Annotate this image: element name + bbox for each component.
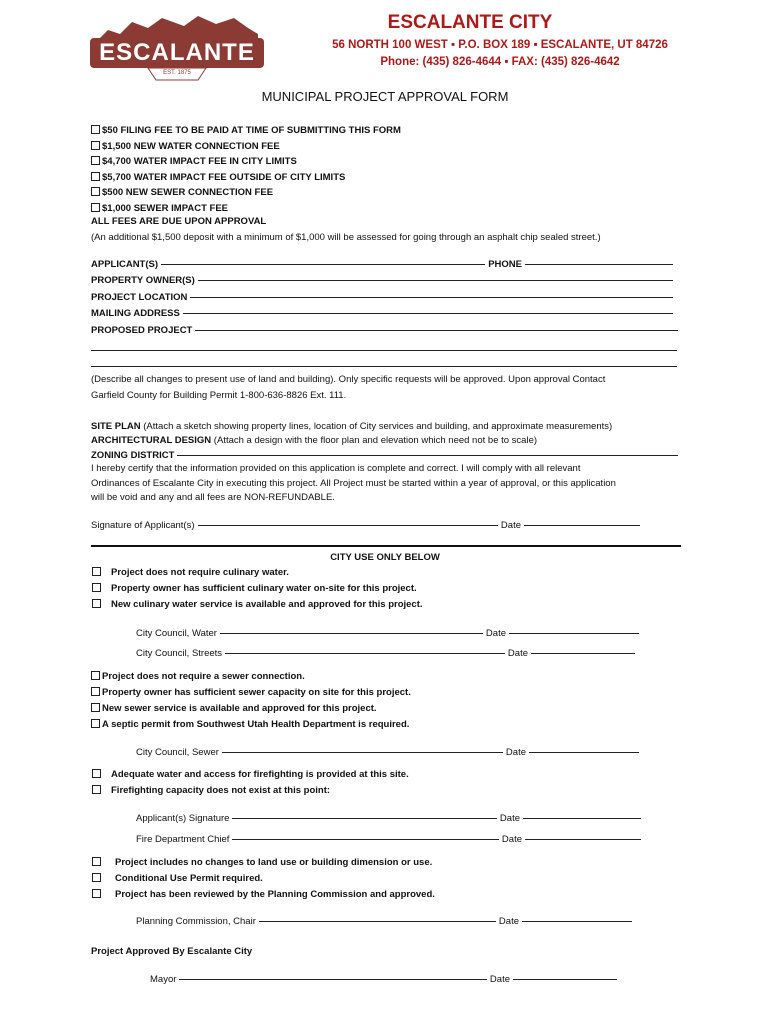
planning-chair-label: Planning Commission, Chair xyxy=(136,916,256,927)
city-use-divider xyxy=(91,545,681,547)
water-check-label: Property owner has sufficient culinary water on-site for this project. xyxy=(111,583,417,594)
planning-check-label: Project includes no changes to land use or building dimension or use. xyxy=(115,857,433,868)
checkbox[interactable] xyxy=(91,125,100,134)
checkbox[interactable] xyxy=(91,719,100,728)
checkbox[interactable] xyxy=(92,889,101,898)
checkbox[interactable] xyxy=(91,203,100,212)
applicant-sig-field[interactable] xyxy=(232,818,496,819)
fee-label: $1,500 NEW WATER CONNECTION FEE xyxy=(102,140,280,152)
city-name: ESCALANTE CITY xyxy=(387,12,553,33)
fee-label: $4,700 WATER IMPACT FEE IN CITY LIMITS xyxy=(102,156,297,167)
mayor-sign[interactable] xyxy=(179,979,487,980)
planning-check-item xyxy=(92,889,435,905)
fee-item xyxy=(91,187,401,203)
certify-3: will be void and any and all fees are NON-REFUNDABLE. xyxy=(91,492,335,503)
arch-label: ARCHITECTURAL DESIGN xyxy=(91,435,212,446)
mailing-field[interactable] xyxy=(183,313,673,314)
fire-check-item xyxy=(92,769,409,785)
council-sewer-date-label: Date xyxy=(505,747,526,758)
proposed-line-3[interactable] xyxy=(91,366,677,367)
planning-check-label: Project has been reviewed by the Planning Commission and approved. xyxy=(115,889,435,900)
mailing-label: MAILING ADDRESS xyxy=(91,308,180,319)
deposit-note: (An additional $1,500 deposit with a minimum of $1,000 will be assessed for going through an asphalt chip sealed street.) xyxy=(91,232,601,243)
fee-label: $5,700 WATER IMPACT FEE OUTSIDE OF CITY LIMITS xyxy=(102,171,346,183)
fee-list xyxy=(91,125,401,218)
fire-check-item xyxy=(92,785,409,801)
zoning-row xyxy=(91,450,681,461)
logo-text: ESCALANTE xyxy=(99,39,255,66)
council-water-row xyxy=(136,628,642,639)
city-use-heading: CITY USE ONLY BELOW xyxy=(330,552,440,563)
sewer-check-item xyxy=(91,671,411,687)
council-sewer-label: City Council, Sewer xyxy=(136,747,219,758)
planning-chair-date[interactable] xyxy=(522,921,632,922)
zoning-field[interactable] xyxy=(177,455,678,456)
sewer-check-label: Property owner has sufficient sewer capacity on site for this project. xyxy=(102,687,411,698)
fire-chief-row xyxy=(136,834,644,845)
owner-label: PROPERTY OWNER(S) xyxy=(91,275,195,286)
location-row xyxy=(91,292,676,303)
checkbox[interactable] xyxy=(92,785,101,794)
checkbox[interactable] xyxy=(91,172,100,181)
fee-item xyxy=(91,156,401,172)
water-check-label: New culinary water service is available and approved for this project. xyxy=(111,599,423,610)
fire-chief-sign[interactable] xyxy=(232,839,498,840)
date-field[interactable] xyxy=(524,525,640,526)
applicant-sig-label: Applicant(s) Signature xyxy=(136,813,230,824)
council-water-label: City Council, Water xyxy=(136,628,217,639)
planning-chair-date-label: Date xyxy=(498,916,519,927)
fire-chief-label: Fire Department Chief xyxy=(136,834,230,845)
council-sewer-sign[interactable] xyxy=(222,752,503,753)
water-check-item xyxy=(92,583,423,599)
fire-chief-date[interactable] xyxy=(525,839,641,840)
mayor-label: Mayor xyxy=(150,974,177,985)
phone-field[interactable] xyxy=(525,264,673,265)
zoning-label: ZONING DISTRICT xyxy=(91,450,175,461)
fee-item xyxy=(91,125,401,141)
site-plan-line xyxy=(91,421,612,432)
fire-check-label: Adequate water and access for firefighting is provided at this site. xyxy=(111,769,409,780)
mayor-date[interactable] xyxy=(513,979,617,980)
mayor-date-label: Date xyxy=(489,974,510,985)
planning-chair-row xyxy=(136,916,635,927)
council-water-date-label: Date xyxy=(485,628,506,639)
sewer-check-item xyxy=(91,687,411,703)
council-water-date[interactable] xyxy=(509,633,639,634)
checkbox[interactable] xyxy=(92,583,101,592)
planning-chair-sign[interactable] xyxy=(259,921,496,922)
city-logo xyxy=(88,10,266,82)
planning-check-label: Conditional Use Permit required. xyxy=(115,873,263,884)
city-phone: Phone: (435) 826-4644 ▪ FAX: (435) 826-4642 xyxy=(380,56,620,68)
fee-label: $1,000 SEWER IMPACT FEE xyxy=(102,202,228,214)
logo-est: EST. 1875 xyxy=(163,70,191,76)
checkbox[interactable] xyxy=(92,857,101,866)
form-title: MUNICIPAL PROJECT APPROVAL FORM xyxy=(261,89,509,104)
proposed-field[interactable] xyxy=(195,330,678,331)
applicant-sig-row xyxy=(136,813,644,824)
signature-field[interactable] xyxy=(198,525,498,526)
describe-note-2: Garfield County for Building Permit 1-800-636-8826 Ext. 111. xyxy=(91,390,347,401)
sewer-checklist xyxy=(91,671,411,735)
council-streets-row xyxy=(136,648,638,659)
location-field[interactable] xyxy=(190,297,673,298)
checkbox[interactable] xyxy=(91,687,100,696)
approved-by: Project Approved By Escalante City xyxy=(91,946,253,957)
fees-due-note: ALL FEES ARE DUE UPON APPROVAL xyxy=(91,216,267,227)
checkbox[interactable] xyxy=(92,567,101,576)
checkbox[interactable] xyxy=(91,671,100,680)
city-address: 56 NORTH 100 WEST ▪ P.O. BOX 189 ▪ ESCALANTE, UT 84726 xyxy=(332,39,668,51)
describe-note-1: (Describe all changes to present use of land and building). Only specific requests will be approved. Upon approval Contact xyxy=(91,374,606,385)
fee-item xyxy=(91,172,401,188)
arch-text: (Attach a design with the floor plan and elevation which need not be to scale) xyxy=(211,435,538,446)
sewer-check-label: A septic permit from Southwest Utah Health Department is required. xyxy=(102,719,410,730)
water-check-item xyxy=(92,599,423,615)
sewer-check-label: New sewer service is available and approved for this project. xyxy=(102,703,377,714)
planning-check-item xyxy=(92,873,435,889)
water-check-label: Project does not require culinary water. xyxy=(111,567,289,578)
checkbox[interactable] xyxy=(92,769,101,778)
council-streets-label: City Council, Streets xyxy=(136,648,223,659)
owner-field[interactable] xyxy=(198,280,673,281)
checkbox[interactable] xyxy=(91,141,100,150)
sewer-check-item xyxy=(91,703,411,719)
proposed-line-2[interactable] xyxy=(91,350,677,351)
fire-check-label: Firefighting capacity does not exist at this point: xyxy=(111,785,331,796)
owner-row xyxy=(91,275,676,286)
planning-checklist xyxy=(92,857,435,905)
council-water-sign[interactable] xyxy=(220,633,483,634)
fire-checklist xyxy=(92,769,409,801)
sewer-check-label: Project does not require a sewer connection. xyxy=(102,671,305,682)
proposed-label: PROPOSED PROJECT xyxy=(91,325,193,336)
applicant-label: APPLICANT(S) xyxy=(91,259,159,270)
proposed-row xyxy=(91,325,681,336)
applicant-row xyxy=(91,259,676,270)
applicant-sig-date-label: Date xyxy=(499,813,520,824)
certify-2: Ordinances of Escalante City in executing this project. All Project must be started within a year of approval, or this application xyxy=(91,478,616,489)
checkbox[interactable] xyxy=(91,703,100,712)
checkbox[interactable] xyxy=(92,599,101,608)
council-streets-sign[interactable] xyxy=(225,653,505,654)
location-label: PROJECT LOCATION xyxy=(91,292,188,303)
checkbox[interactable] xyxy=(91,156,100,165)
water-checklist xyxy=(92,567,423,615)
fee-label: $50 FILING FEE TO BE PAID AT TIME OF SUBMITTING THIS FORM xyxy=(102,125,401,136)
council-streets-date-label: Date xyxy=(507,648,528,659)
fire-chief-date-label: Date xyxy=(501,834,522,845)
fee-item xyxy=(91,141,401,157)
council-sewer-date[interactable] xyxy=(529,752,639,753)
checkbox[interactable] xyxy=(92,873,101,882)
signature-row xyxy=(91,520,643,531)
sewer-check-item xyxy=(91,719,411,735)
date-label: Date xyxy=(500,520,521,531)
applicant-field[interactable] xyxy=(161,264,485,265)
checkbox[interactable] xyxy=(91,187,100,196)
site-plan-label: SITE PLAN xyxy=(91,421,141,432)
mailing-row xyxy=(91,308,676,319)
water-check-item xyxy=(92,567,423,583)
council-sewer-row xyxy=(136,747,642,758)
council-streets-date[interactable] xyxy=(531,653,635,654)
mayor-row xyxy=(150,974,620,985)
certify-1: I hereby certify that the information provided on this application is complete and correct. I will comply with all relevant xyxy=(91,463,581,474)
planning-check-item xyxy=(92,857,435,873)
applicant-sig-date[interactable] xyxy=(523,818,641,819)
fee-label: $500 NEW SEWER CONNECTION FEE xyxy=(102,187,274,198)
site-plan-text: (Attach a sketch showing property lines, location of City services and building, and approximate measurements) xyxy=(140,421,613,432)
arch-line xyxy=(91,435,537,446)
phone-label: PHONE xyxy=(488,259,522,270)
signature-label: Signature of Applicant(s) xyxy=(91,520,195,531)
